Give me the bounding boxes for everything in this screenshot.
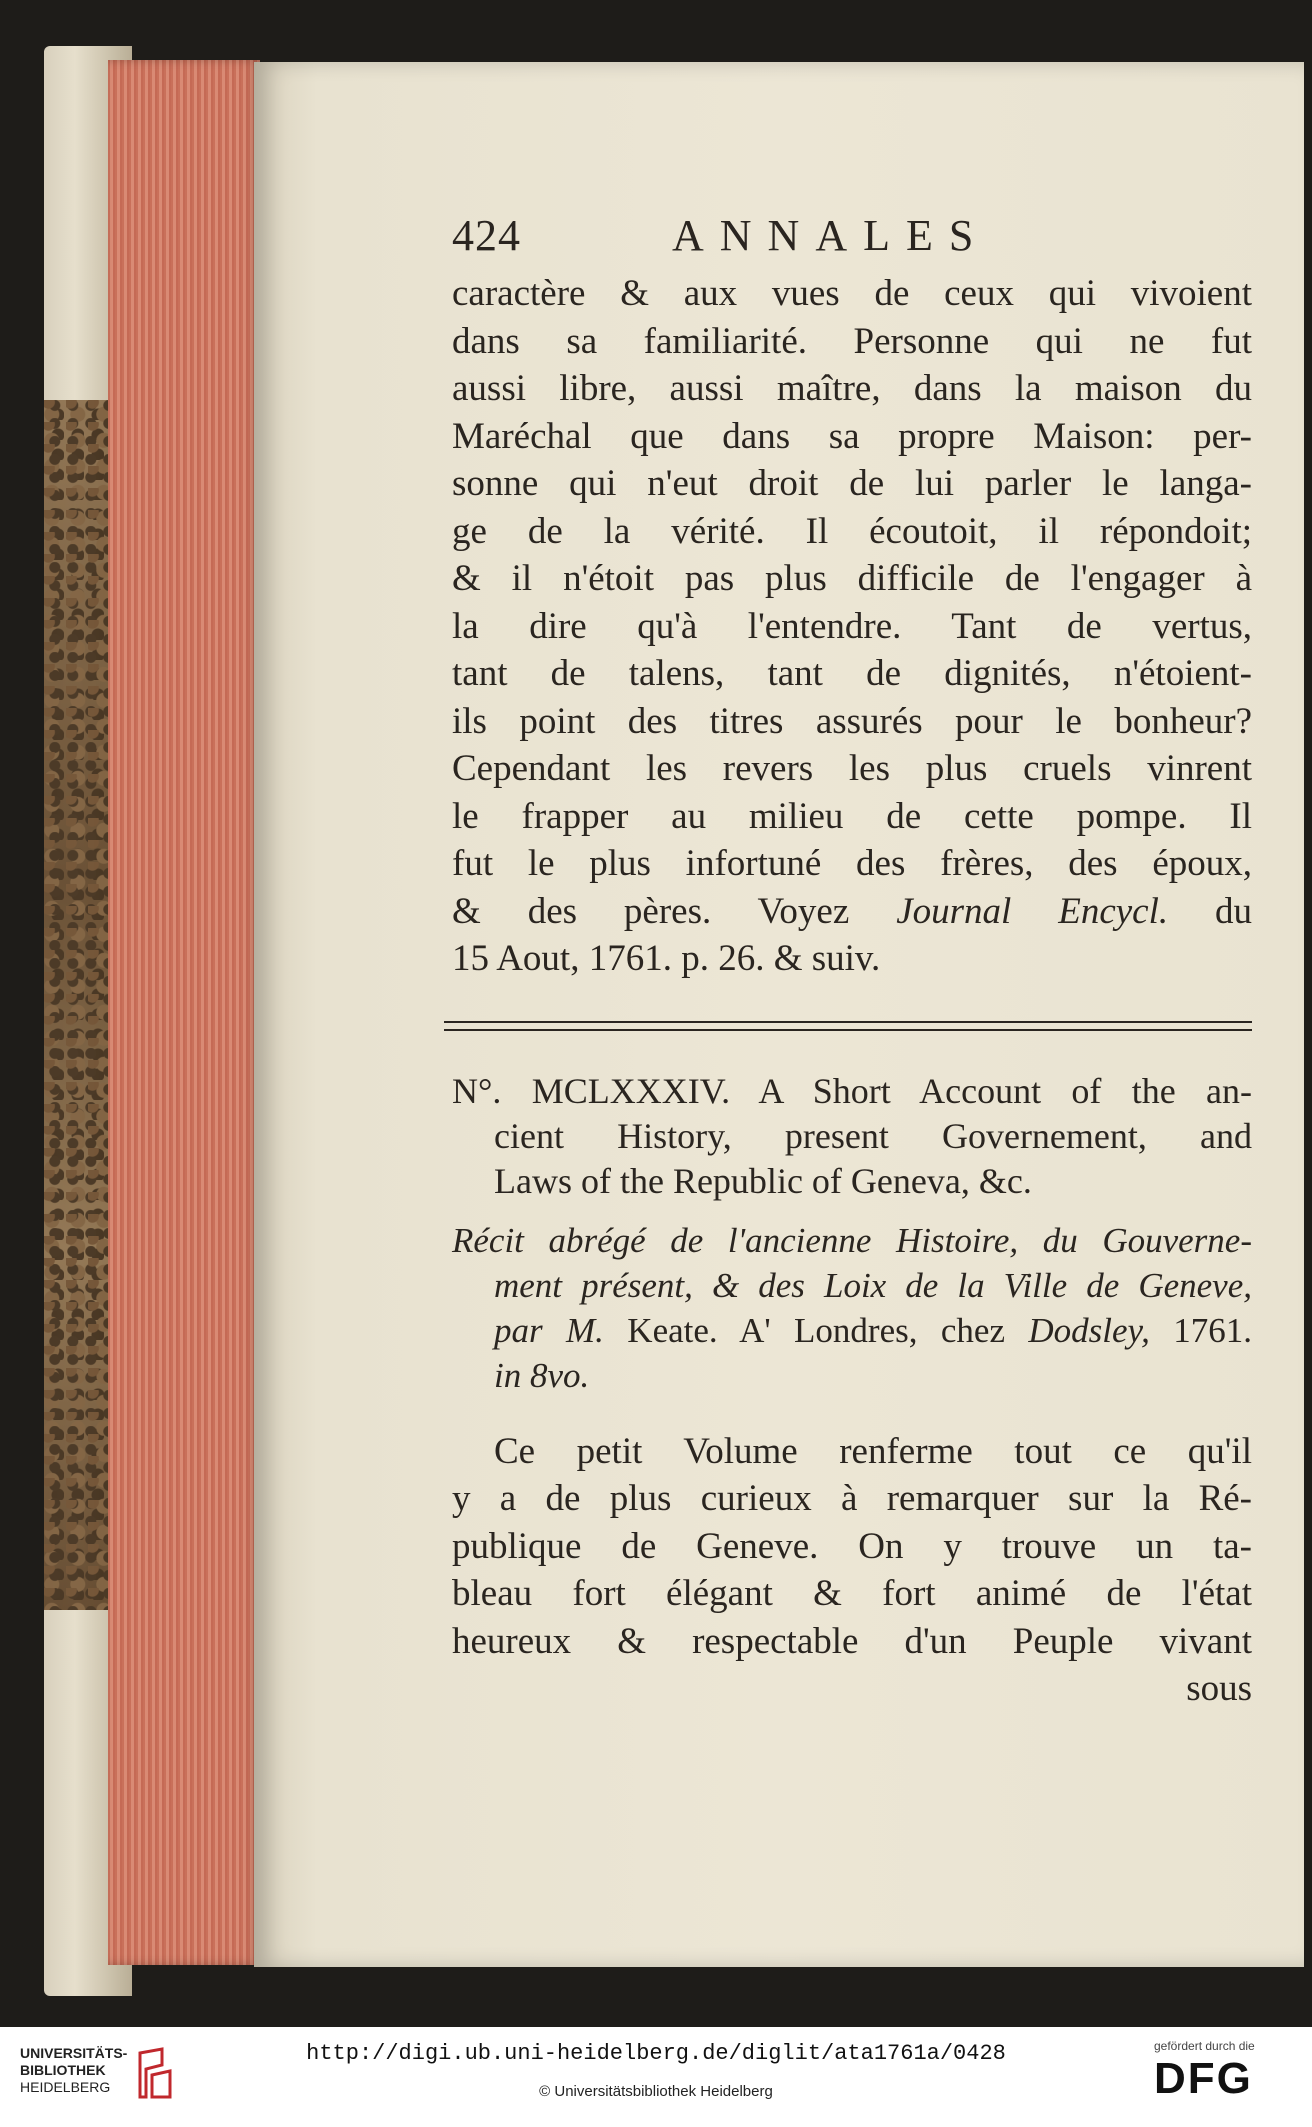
text-line: fut le plus infortuné des frères, des époux,: [452, 843, 1252, 884]
subtitle-line: in 8vo.: [494, 1355, 590, 1395]
double-rule-divider: [444, 1021, 1252, 1031]
text-line: heureux & respectable d'un Peuple vivant: [452, 1620, 1252, 1662]
publication-year: 1761.: [1173, 1310, 1253, 1350]
text-line: 15 Aout, 1761. p. 26. & suiv.: [452, 938, 881, 979]
library-name-line: UNIVERSITÄTS-: [20, 2045, 128, 2061]
text-line: Cependant les revers les plus cruels vinrent: [452, 748, 1252, 789]
text-line: Maréchal que dans sa propre Maison: per-: [452, 415, 1252, 457]
running-head: ANNALES: [672, 211, 990, 260]
sponsor-block: [1154, 2039, 1284, 2119]
permalink-url[interactable]: http://digi.ub.uni-heidelberg.de/diglit/ata1761a/0428: [306, 2041, 1006, 2066]
text-line: la dire qu'à l'entendre. Tant de vertus,: [452, 605, 1252, 647]
text-line: publique de Geneve. On y trouve un ta-: [452, 1525, 1252, 1567]
text-line: y a de plus curieux à remarquer sur la Ré-: [452, 1478, 1252, 1519]
text-line: le frapper au milieu de cette pompe. Il: [452, 795, 1252, 837]
author-location-text: Keate. A' Londres, chez: [627, 1310, 1005, 1350]
catchword: sous: [1186, 1668, 1252, 1709]
text-line: caractère & aux vues de ceux qui vivoient: [452, 273, 1252, 314]
paragraph-2: [452, 1428, 1252, 1666]
page-text: [452, 210, 1252, 1712]
text-line: Ce petit Volume renferme tout ce qu'il: [494, 1430, 1252, 1472]
sponsor-label: gefördert durch die: [1154, 2039, 1255, 2053]
digitization-footer: [0, 2027, 1312, 2127]
text-line: tant de talens, tant de dignités, n'étoient-: [452, 653, 1252, 694]
subtitle-line: ment présent, & des Loix de la Ville de Geneve,: [494, 1265, 1252, 1305]
par-m-text: par M.: [494, 1310, 604, 1350]
page-number: 424: [452, 211, 521, 260]
subtitle-line-publisher: [452, 1308, 1252, 1353]
copyright-notice: © Universitätsbibliothek Heidelberg: [539, 2083, 773, 2100]
text-line: bleau fort élégant & fort animé de l'état: [452, 1573, 1252, 1614]
journal-title: Journal Encycl.: [896, 890, 1169, 932]
page-fore-edge: [108, 60, 260, 1965]
du-text: du: [1215, 890, 1253, 932]
text-line: ils point des titres assurés pour le bonheur?: [452, 700, 1252, 742]
text-line: dans sa familiarité. Personne qui ne fut: [452, 320, 1252, 362]
page-header: [452, 210, 1252, 270]
text-line-journal: [452, 888, 1252, 936]
entry-heading: [452, 1069, 1252, 1204]
text-line: sonne qui n'eut droit de lui parler le langa-: [452, 463, 1252, 504]
subtitle-line: Récit abrégé de l'ancienne Histoire, du Gouverne-: [452, 1220, 1252, 1260]
entry-title-line: cient History, present Governement, and: [494, 1115, 1252, 1156]
text-line: & il n'étoit pas plus difficile de l'engager à: [452, 558, 1252, 599]
publisher-name: Dodsley,: [1028, 1310, 1150, 1350]
text-line: aussi libre, aussi maître, dans la maison du: [452, 368, 1252, 409]
voyez-text: & des pères. Voyez: [452, 890, 850, 932]
dfg-logo[interactable]: DFG: [1154, 2054, 1253, 2103]
text-line: ge de la vérité. Il écoutoit, il répondoit;: [452, 510, 1252, 552]
library-name-line: HEIDELBERG: [20, 2079, 111, 2095]
paragraph-1: [452, 270, 1252, 983]
entry-subtitle: [452, 1218, 1252, 1398]
entry-title-line: N°. MCLXXXIV. A Short Account of the an-: [452, 1070, 1252, 1111]
library-name-line: BIBLIOTHEK: [20, 2062, 106, 2078]
entry-title-line: Laws of the Republic of Geneva, &c.: [494, 1160, 1032, 1201]
